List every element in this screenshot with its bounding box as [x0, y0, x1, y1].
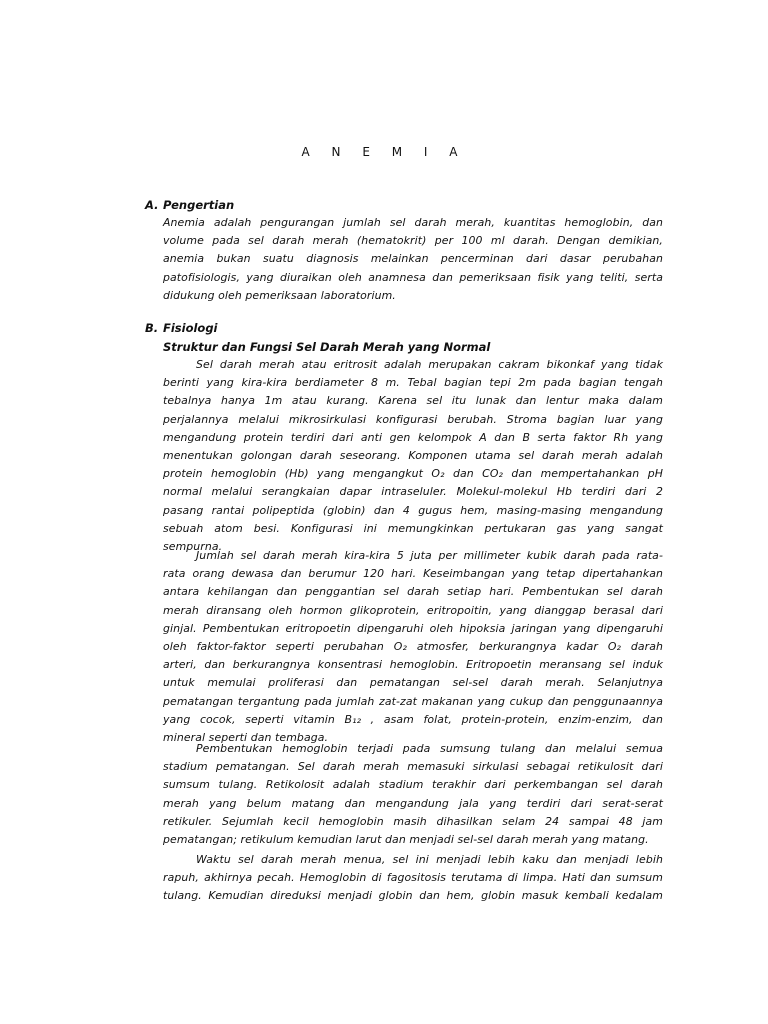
- paragraph-4: [163, 851, 663, 906]
- text-line: menentukan golongan darah seseorang. Komponen utama sel darah merah adalah: [163, 449, 663, 463]
- text-line: rapuh, akhirnya pecah. Hemoglobin di fagositosis terutama di limpa. Hati dan sumsum: [163, 871, 663, 885]
- text-line: didukung oleh pemeriksaan laboratorium.: [163, 288, 396, 302]
- text-line: Anemia adalah pengurangan jumlah sel darah merah, kuantitas hemoglobin, dan: [163, 216, 663, 229]
- text-line: ginjal. Pembentukan eritropoetin dipengaruhi oleh hipoksia jaringan yang dipengaruhi: [163, 621, 663, 635]
- text-line: oleh faktor-faktor seperti perubahan O₂ atmosfer, berkurangnya kadar O₂ darah: [163, 640, 663, 654]
- text-line: protein hemoglobin (Hb) yang mengangkut O₂ dan CO₂ dan mempertahankan pH: [163, 467, 663, 481]
- text-line: yang cocok, seperti vitamin B₁₂ , asam folat, protein-protein, enzim-enzim, dan: [163, 712, 663, 726]
- text-line: tulang. Kemudian direduksi menjadi globin dan hem, globin masuk kembali kedalam: [163, 889, 663, 903]
- text-line: sumsum tulang. Retikolosit adalah stadium terakhir dari perkembangan sel darah: [163, 778, 663, 792]
- text-line: Jumlah sel darah merah kira-kira 5 juta per millimeter kubik darah pada rata-: [196, 549, 663, 562]
- section-a-letter: A.: [145, 198, 159, 212]
- text-line: mengandung protein terdiri dari anti gen kelompok A dan B serta faktor Rh yang: [163, 430, 663, 444]
- text-line: merah yang belum matang dan mengandung jala yang terdiri dari serat-serat: [163, 796, 663, 810]
- section-a-paragraph: [163, 214, 663, 305]
- text-line: arteri, dan berkurangnya konsentrasi hemoglobin. Eritropoetin meransang sel induk: [163, 658, 663, 672]
- text-line: rata orang dewasa dan berumur 120 hari. Keseimbangan yang tetap dipertahankan: [163, 567, 663, 581]
- text-line: antara kehilangan dan penggantian sel darah setiap hari. Pembentukan sel darah: [163, 585, 663, 599]
- section-b-title: Fisiologi: [163, 321, 218, 335]
- text-line: anemia bukan suatu diagnosis melainkan pencerminan dari dasar perubahan: [163, 252, 663, 266]
- text-line: pematangan; retikulum kemudian larut dan menjadi sel-sel darah merah yang matang.: [163, 833, 649, 847]
- text-line: pasang rantai polipeptida (globin) dan 4 gugus hem, masing-masing mengandung: [163, 503, 663, 517]
- section-b-subheading: Struktur dan Fungsi Sel Darah Merah yang Normal: [163, 340, 491, 354]
- section-a-heading: [145, 196, 234, 214]
- text-line: normal melalui serangkaian dapar intraseluler. Molekul-molekul Hb terdiri dari 2: [163, 485, 663, 499]
- text-line: Sel darah merah atau eritrosit adalah merupakan cakram bikonkaf yang tidak: [196, 358, 663, 371]
- text-line: volume pada sel darah merah (hematokrit) per 100 ml darah. Dengan demikian,: [163, 234, 663, 248]
- text-line: mineral seperti dan tembaga.: [163, 731, 329, 745]
- text-line: merah diransang oleh hormon glikoprotein, eritropoitin, yang dianggap berasal dari: [163, 603, 663, 617]
- text-line: sebuah atom besi. Konfigurasi ini memungkinkan pertukaran gas yang sangat: [163, 521, 663, 535]
- text-line: untuk memulai proliferasi dan pematangan sel-sel darah merah. Selanjutnya: [163, 676, 663, 690]
- text-line: patofisiologis, yang diuraikan oleh anamnesa dan pemeriksaan fisik yang teliti, serta: [163, 270, 663, 284]
- document-title: A N E M I A: [301, 145, 467, 159]
- text-line: sempurna.: [163, 540, 223, 554]
- text-line: berinti yang kira-kira berdiameter 8 m. Tebal bagian tepi 2m pada bagian tengah: [163, 376, 663, 390]
- section-b-letter: B.: [145, 321, 159, 335]
- text-line: Pembentukan hemoglobin terjadi pada sumsung tulang dan melalui semua: [196, 742, 663, 755]
- text-line: tebalnya hanya 1m atau kurang. Karena sel itu lunak dan lentur maka dalam: [163, 394, 663, 408]
- section-b-heading: [145, 319, 218, 337]
- text-line: Waktu sel darah merah menua, sel ini menjadi lebih kaku dan menjadi lebih: [196, 853, 663, 866]
- paragraph-1: [163, 356, 663, 556]
- text-line: stadium pematangan. Sel darah merah memasuki sirkulasi sebagai retikulosit dari: [163, 760, 663, 774]
- text-line: retikuler. Sejumlah kecil hemoglobin masih dihasilkan selam 24 sampai 48 jam: [163, 814, 663, 828]
- text-line: perjalannya melalui mikrosirkulasi konfigurasi berubah. Stroma bagian luar yang: [163, 412, 663, 426]
- text-line: pematangan tergantung pada jumlah zat-zat makanan yang cukup dan penggunaannya: [163, 694, 663, 708]
- paragraph-2: [163, 547, 663, 747]
- paragraph-3: [163, 740, 663, 849]
- section-a-title: Pengertian: [163, 198, 235, 212]
